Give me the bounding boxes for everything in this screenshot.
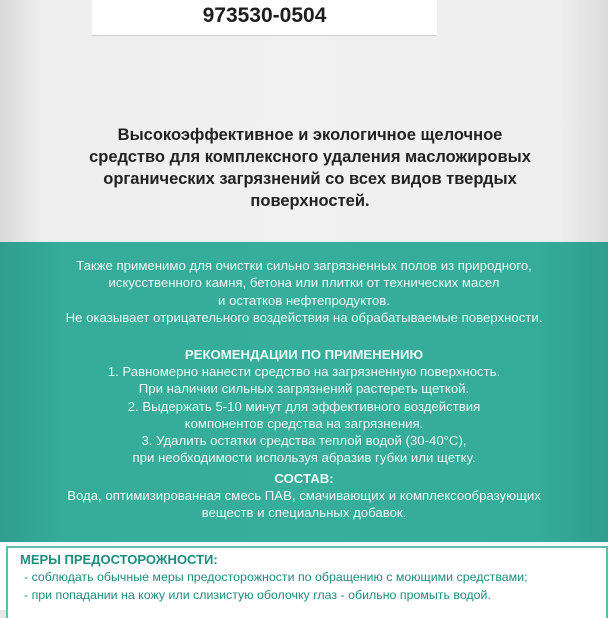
description-line: Высокоэффективное и экологичное щелочное: [117, 126, 503, 144]
product-code: 973530-0504: [202, 4, 327, 27]
precautions-area: [0, 542, 608, 610]
recommendation-line: компонентов средства на загрязнения.: [184, 415, 424, 431]
precaution-item: - при попадании на кожу или слизистую оболочку глаз - обильно промыть водой.: [24, 588, 491, 602]
composition-line: веществ и специальных добавок.: [201, 505, 407, 521]
application-text: [0, 257, 608, 326]
instructions-panel: [0, 242, 608, 542]
application-line: Не оказывает отрицательного воздействия на обрабатываемые поверхности.: [65, 309, 543, 325]
composition-line: Вода, оптимизированная смесь ПАВ, смачивающих и комплексообразующих: [67, 488, 541, 503]
application-line: и остатков нефтепродуктов.: [218, 292, 390, 308]
description-line: поверхностей.: [250, 192, 370, 210]
recommendations-title: РЕКОМЕНДАЦИИ ПО ПРИМЕНЕНИЮ: [184, 347, 424, 362]
recommendation-line: При наличии сильных загрязнений растереть щеткой.: [138, 381, 470, 397]
precautions-box: [6, 546, 608, 618]
product-code-box: [92, 0, 437, 36]
composition-title: СОСТАВ:: [274, 471, 334, 486]
recommendation-line: 1. Равномерно нанести средство на загрязненную поверхность.: [107, 364, 501, 379]
recommendation-line: при необходимости используя абразив губки или щетку.: [132, 450, 476, 466]
description-line: средство для комплексного удаления масложировых: [89, 148, 531, 166]
composition-section: [0, 470, 608, 522]
precaution-item: - соблюдать обычные меры предосторожности по обращению с моющими средствами;: [24, 570, 528, 584]
application-line: Также применимо для очистки сильно загрязненных полов из природного,: [76, 258, 532, 273]
recommendation-line: 3. Удалить остатки средства теплой водой (30-40°С),: [141, 433, 467, 449]
recommendations-section: [0, 346, 608, 467]
description-line: органических загрязнений со всех видов твердых: [103, 170, 517, 188]
application-line: искусственного камня, бетона или плитки от технических масел: [108, 275, 500, 291]
recommendation-line: 2. Выдержать 5-10 минут для эффективного воздействия: [127, 398, 481, 414]
label-top-area: [0, 0, 608, 242]
precautions-title: МЕРЫ ПРЕДОСТОРОЖНОСТИ:: [20, 552, 218, 567]
product-description: [40, 124, 580, 212]
